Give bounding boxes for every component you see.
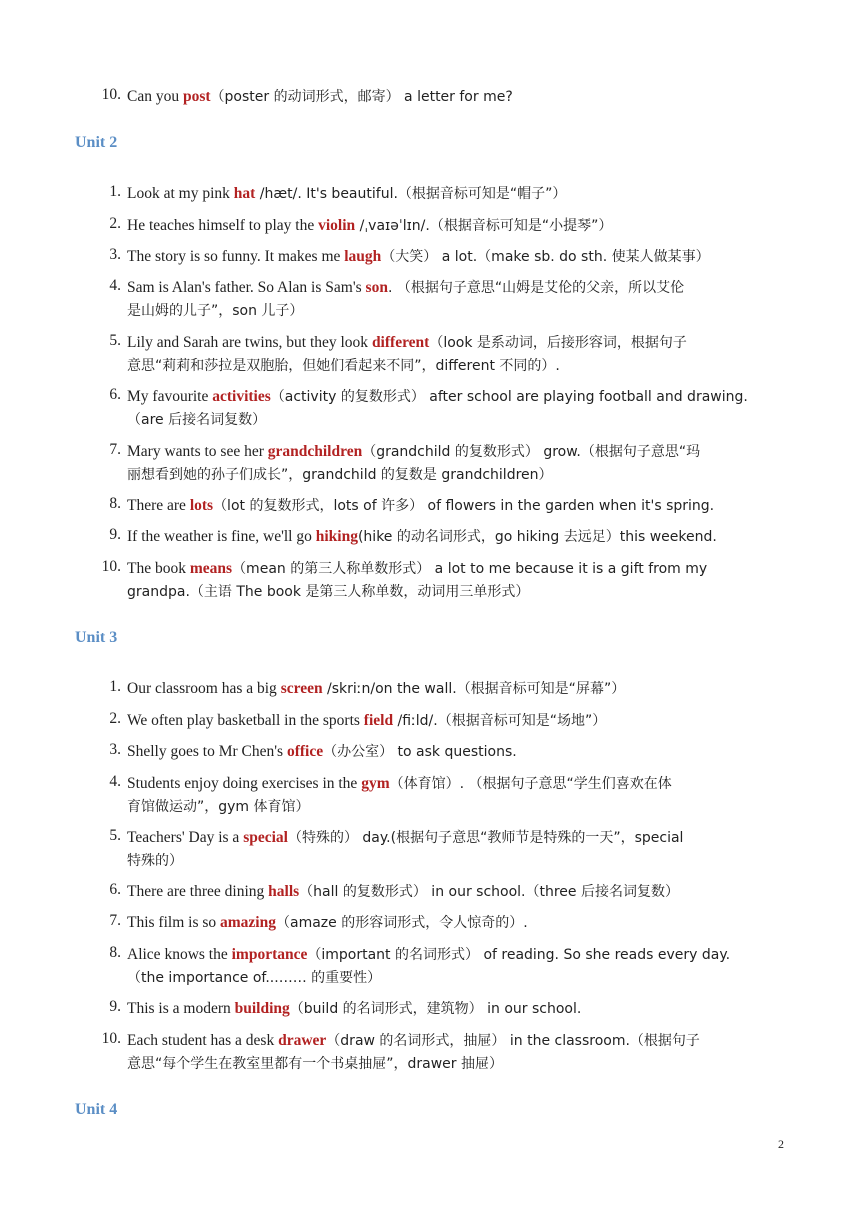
item-text-line2: 意思“莉莉和莎拉是双胞胎，但她们看起来不同”，different 不同的）. bbox=[127, 358, 560, 374]
item-number: 10. bbox=[101, 558, 121, 575]
item-text: The story is so funny. It makes me laugh（大笑） a lot.（make sb. do sth. 使某人做某事） bbox=[127, 248, 710, 265]
item-text-line2: grandpa.（主语 The book 是第三人称单数，动词用三单形式） bbox=[127, 584, 530, 600]
item-text: This film is so amazing（amaze 的形容词形式，令人惊奇的）. bbox=[127, 914, 528, 931]
item-number: 7. bbox=[109, 441, 121, 458]
item-number: 10. bbox=[101, 1030, 121, 1047]
item-text-line2: 丽想看到她的孙子们成长”，grandchild 的复数是 grandchildren） bbox=[127, 467, 553, 483]
item-number: 4. bbox=[109, 773, 121, 790]
item-text: There are three dining halls（hall 的复数形式） in our school.（three 后接名词复数） bbox=[127, 883, 679, 900]
item-text: Look at my pink hat /hæt/. It's beautiful.（根据音标可知是“帽子”） bbox=[127, 185, 567, 202]
page-number: 2 bbox=[778, 1137, 784, 1151]
item-text-line2: 是山姆的儿子”，son 儿子） bbox=[127, 303, 304, 319]
item-text-line2: 育馆做运动”，gym 体育馆） bbox=[127, 799, 310, 815]
keyword: screen bbox=[280, 680, 323, 697]
item-text-line2: 特殊的） bbox=[127, 853, 183, 869]
keyword: lots bbox=[189, 497, 214, 514]
item-number: 1. bbox=[109, 678, 121, 695]
item-number: 1. bbox=[109, 183, 121, 200]
item-text: If the weather is fine, we'll go hiking(hike 的动名词形式，go hiking 去远足）this weekend. bbox=[127, 528, 717, 545]
keyword: drawer bbox=[278, 1032, 327, 1049]
item-number: 4. bbox=[109, 277, 121, 294]
item-text-line2: 意思“每个学生在教室里都有一个书桌抽屉”，drawer 抽屉） bbox=[127, 1056, 503, 1072]
item-number: 10. bbox=[101, 86, 121, 103]
unit-3-heading: Unit 3 bbox=[75, 629, 118, 646]
item-text: Lily and Sarah are twins, but they look different（look 是系动词，后接形容词，根据句子 bbox=[127, 334, 687, 351]
item-number: 6. bbox=[109, 881, 121, 898]
keyword: violin bbox=[318, 217, 356, 234]
keyword: post bbox=[182, 88, 211, 105]
item-number: 8. bbox=[109, 495, 121, 512]
item-text: Shelly goes to Mr Chen's office（办公室） to ask questions. bbox=[127, 743, 517, 760]
keyword: gym bbox=[361, 775, 390, 792]
item-number: 2. bbox=[109, 215, 121, 232]
item-text: There are lots（lot 的复数形式，lots of 许多） of flowers in the garden when it's spring. bbox=[127, 497, 715, 514]
keyword: importance bbox=[231, 946, 308, 963]
keyword: activities bbox=[212, 388, 271, 405]
item-number: 3. bbox=[109, 741, 121, 758]
item-number: 5. bbox=[109, 332, 121, 349]
keyword: field bbox=[363, 712, 394, 729]
item-text: We often play basketball in the sports field /fiːld/.（根据音标可知是“场地”） bbox=[127, 712, 607, 729]
keyword: halls bbox=[268, 883, 300, 900]
item-number: 9. bbox=[109, 526, 121, 543]
item-text-line2: （are 后接名词复数） bbox=[127, 412, 267, 428]
item-text-line2: （the importance of...…… 的重要性） bbox=[127, 970, 382, 986]
item-text: Our classroom has a big screen /skriːn/on the wall.（根据音标可知是“屏幕”） bbox=[127, 680, 626, 697]
keyword: son bbox=[365, 279, 388, 296]
unit-4-heading: Unit 4 bbox=[75, 1101, 118, 1118]
keyword: hat bbox=[233, 185, 256, 202]
item-number: 7. bbox=[109, 912, 121, 929]
item-text: Sam is Alan's father. So Alan is Sam's son. （根据句子意思“山姆是艾伦的父亲，所以艾伦 bbox=[127, 279, 685, 296]
item-text: Students enjoy doing exercises in the gym（体育馆）. （根据句子意思“学生们喜欢在体 bbox=[127, 775, 672, 792]
keyword: grandchildren bbox=[267, 443, 363, 460]
item-number: 8. bbox=[109, 944, 121, 961]
item-text: My favourite activities（activity 的复数形式） after school are playing football and drawing. bbox=[127, 388, 748, 405]
item-text: Mary wants to see her grandchildren（grandchild 的复数形式） grow.（根据句子意思“玛 bbox=[127, 443, 701, 460]
keyword: special bbox=[243, 829, 288, 846]
keyword: different bbox=[371, 334, 430, 351]
keyword: office bbox=[286, 743, 324, 760]
item-text: Teachers' Day is a special（特殊的） day.(根据句子意思“教师节是特殊的一天”，special bbox=[127, 829, 684, 846]
item-number: 6. bbox=[109, 386, 121, 403]
keyword: hiking bbox=[315, 528, 358, 545]
item-number: 2. bbox=[109, 710, 121, 727]
keyword: laugh bbox=[344, 248, 382, 265]
item-text: Alice knows the importance（important 的名词形式） of reading. So she reads every day. bbox=[127, 946, 731, 963]
item-text: Can you post（poster 的动词形式，邮寄） a letter for me? bbox=[127, 88, 513, 105]
item-number: 3. bbox=[109, 246, 121, 263]
item-number: 5. bbox=[109, 827, 121, 844]
keyword: means bbox=[189, 560, 233, 577]
keyword: building bbox=[234, 1000, 290, 1017]
item-text: This is a modern building（build 的名词形式，建筑物） in our school. bbox=[127, 1000, 582, 1017]
item-text: The book means（mean 的第三人称单数形式） a lot to me because it is a gift from my bbox=[127, 560, 708, 577]
item-text: Each student has a desk drawer（draw 的名词形式，抽屉） in the classroom.（根据句子 bbox=[127, 1032, 700, 1049]
item-number: 9. bbox=[109, 998, 121, 1015]
item-text: He teaches himself to play the violin /ˌvaɪəˈlɪn/.（根据音标可知是“小提琴”） bbox=[127, 217, 613, 234]
keyword: amazing bbox=[220, 914, 276, 931]
unit-2-heading: Unit 2 bbox=[75, 134, 118, 151]
